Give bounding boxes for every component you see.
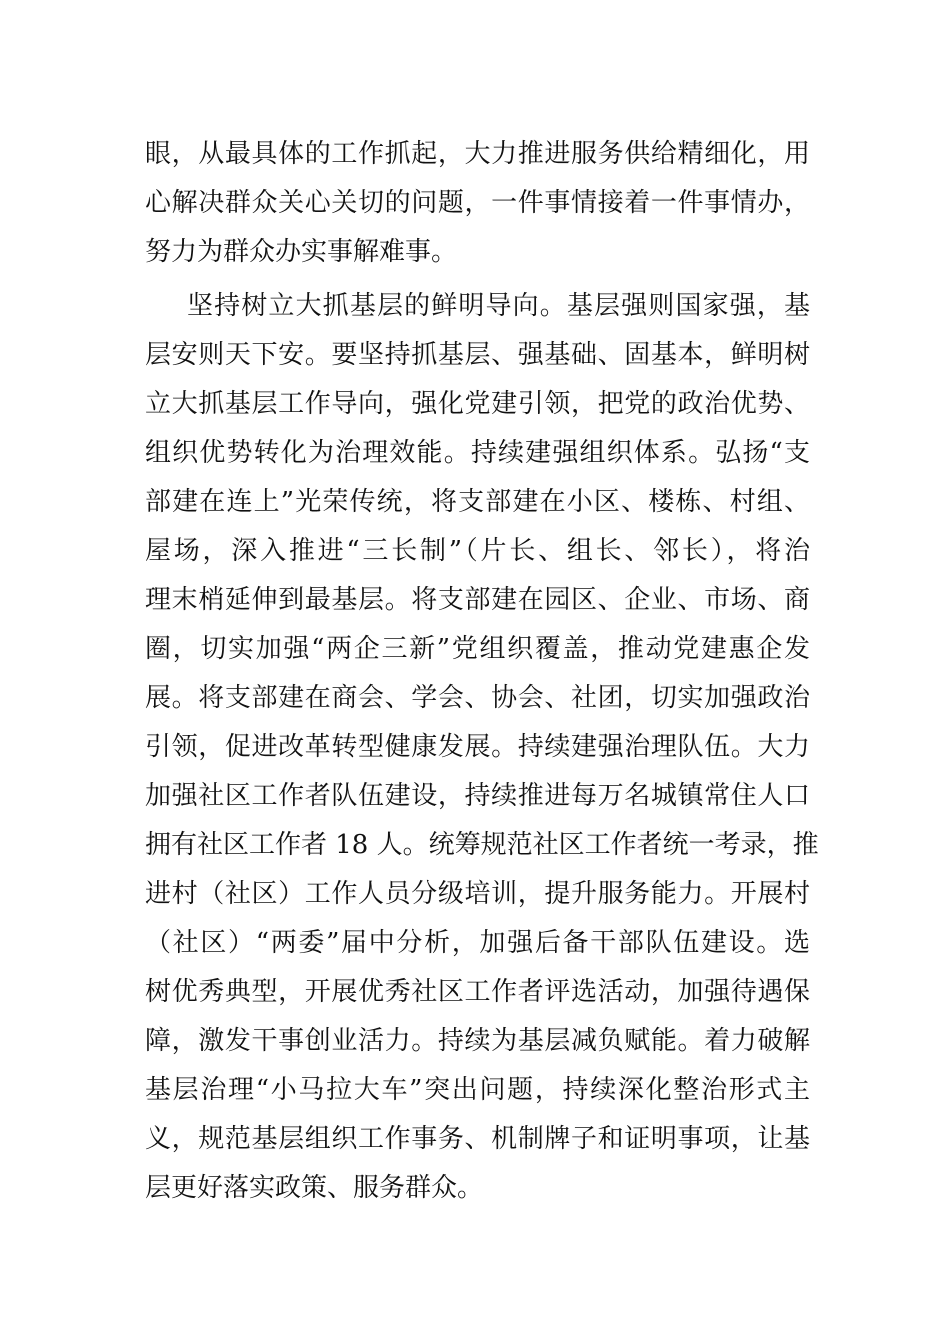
paragraph-2-line-6: 屋场，深入推进“三长制”（片长、组长、邻长），将治 xyxy=(145,536,810,566)
paragraph-2-line-18: 义，规范基层组织工作事务、机制牌子和证明事项，让基 xyxy=(145,1124,810,1154)
paragraph-2-line-1: 坚持树立大抓基层的鲜明导向。基层强则国家强，基 xyxy=(187,291,810,321)
paragraph-2-line-8: 圈，切实加强“两企三新”党组织覆盖，推动党建惠企发 xyxy=(145,634,810,664)
paragraph-2-line-5: 部建在连上”光荣传统，将支部建在小区、楼栋、村组、 xyxy=(145,487,810,517)
paragraph-2-line-19: 层更好落实政策、服务群众。 xyxy=(145,1173,484,1203)
paragraph-1-line-3: 努力为群众办实事解难事。 xyxy=(145,237,458,267)
paragraph-2-line-10: 引领，促进改革转型健康发展。持续建强治理队伍。大力 xyxy=(145,732,810,762)
paragraph-1-line-1: 眼，从最具体的工作抓起，大力推进服务供给精细化，用 xyxy=(145,139,810,169)
paragraph-2-line-11: 加强社区工作者队伍建设，持续推进每万名城镇常住人口 xyxy=(145,781,810,811)
paragraph-2-line-15: 树优秀典型，开展优秀社区工作者评选活动，加强待遇保 xyxy=(145,977,810,1007)
paragraph-2-line-17: 基层治理“小马拉大车”突出问题，持续深化整治形式主 xyxy=(145,1075,810,1105)
paragraph-2-line-4: 组织优势转化为治理效能。持续建强组织体系。弘扬“支 xyxy=(145,438,810,468)
paragraph-2-line-13: 进村（社区）工作人员分级培训，提升服务能力。开展村 xyxy=(145,879,810,909)
body-text xyxy=(145,130,819,1213)
paragraph-2-line-9: 展。将支部建在商会、学会、协会、社团，切实加强政治 xyxy=(145,683,810,713)
paragraph-1-line-2: 心解决群众关心关切的问题，一件事情接着一件事情办， xyxy=(145,188,810,218)
paragraph-2-line-14: （社区）“两委”届中分析，加强后备干部队伍建设。选 xyxy=(145,928,810,958)
paragraph-2-line-7: 理末梢延伸到最基层。将支部建在园区、企业、市场、商 xyxy=(145,585,810,615)
paragraph-2-line-3: 立大抓基层工作导向，强化党建引领，把党的政治优势、 xyxy=(145,389,810,419)
paragraph-2-line-12: 拥有社区工作者 18 人。统筹规范社区工作者统一考录，推 xyxy=(145,830,819,860)
paragraph-2-line-16: 障，激发干事创业活力。持续为基层减负赋能。着力破解 xyxy=(145,1026,810,1056)
paragraph-2-line-2: 层安则天下安。要坚持抓基层、强基础、固基本，鲜明树 xyxy=(145,340,810,370)
